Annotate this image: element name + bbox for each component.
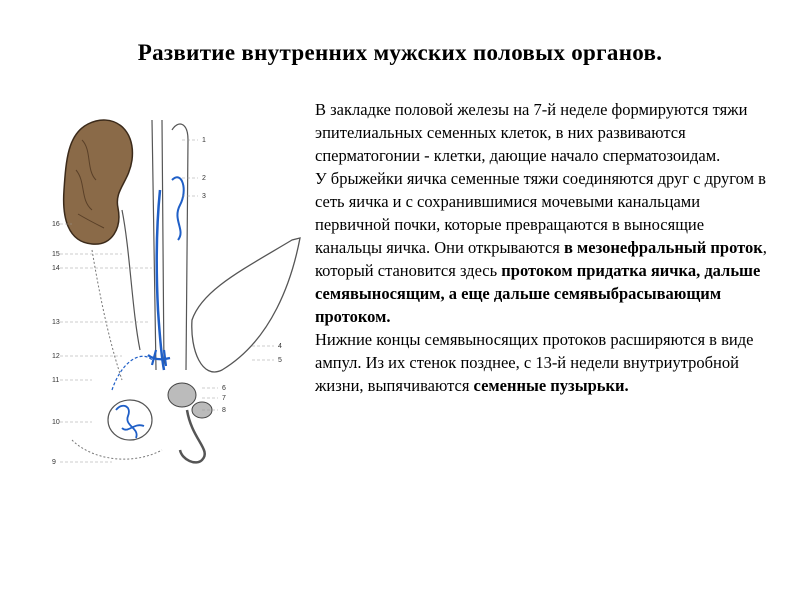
figure-label-15: 15 xyxy=(52,251,60,258)
emphasis-mesonephric-duct: в мезонефральный проток xyxy=(564,238,763,257)
figure-label-9: 9 xyxy=(52,459,56,466)
figure-label-10: 10 xyxy=(52,419,60,426)
figure-label-3: 3 xyxy=(202,193,206,200)
anatomy-illustration xyxy=(52,110,314,480)
figure-label-12: 12 xyxy=(52,353,60,360)
emphasis-seminal-vesicles: семенные пузырьки. xyxy=(473,376,629,395)
figure-label-2: 2 xyxy=(202,175,206,182)
slide-title: Развитие внутренних мужских половых органов. xyxy=(137,40,663,65)
paragraph-3: Нижние концы семявыносящих протоков расширяются в виде ампул. Из их стенок позднее, с 13-й недели внутриутробной жизни, выпячиваются семенные пузырьки. xyxy=(315,330,754,395)
figure-label-8: 8 xyxy=(222,407,226,414)
anatomy-figure xyxy=(52,110,314,480)
bladder-shape xyxy=(192,238,300,372)
figure-label-14: 14 xyxy=(52,265,60,272)
figure-label-6: 6 xyxy=(222,385,226,392)
figure-label-7: 7 xyxy=(222,395,226,402)
body-text xyxy=(315,98,775,397)
figure-label-11: 11 xyxy=(52,377,60,384)
paragraph-1: В закладке половой железы на 7-й неделе формируются тяжи эпителиальных семенных клеток, в них развиваются сперматогонии - клетки, дающие начало сперматозоидам. xyxy=(315,100,748,165)
figure-label-1: 1 xyxy=(202,137,206,144)
figure-label-13: 13 xyxy=(52,319,60,326)
paragraph-2: У брыжейки яичка семенные тяжи соединяются друг с другом в сеть яичка и с сохранившимися мочевыми канальцами первичной почки, которые превращаются в выносящие канальцы яичка. Они открываются в мезонефральный проток, который становится здесь протоком придатка яичка, дальше семявыносящим, а еще дальше семявыбрасывающим протоком. xyxy=(315,169,767,326)
figure-label-4: 4 xyxy=(278,343,282,350)
testis-shape xyxy=(108,400,152,440)
emphasis-duct-chain: протоком придатка яичка, дальше семявыносящим, а еще дальше семявыбрасывающим протоком. xyxy=(315,261,761,326)
figure-label-5: 5 xyxy=(278,357,282,364)
figure-label-16: 16 xyxy=(52,221,60,228)
